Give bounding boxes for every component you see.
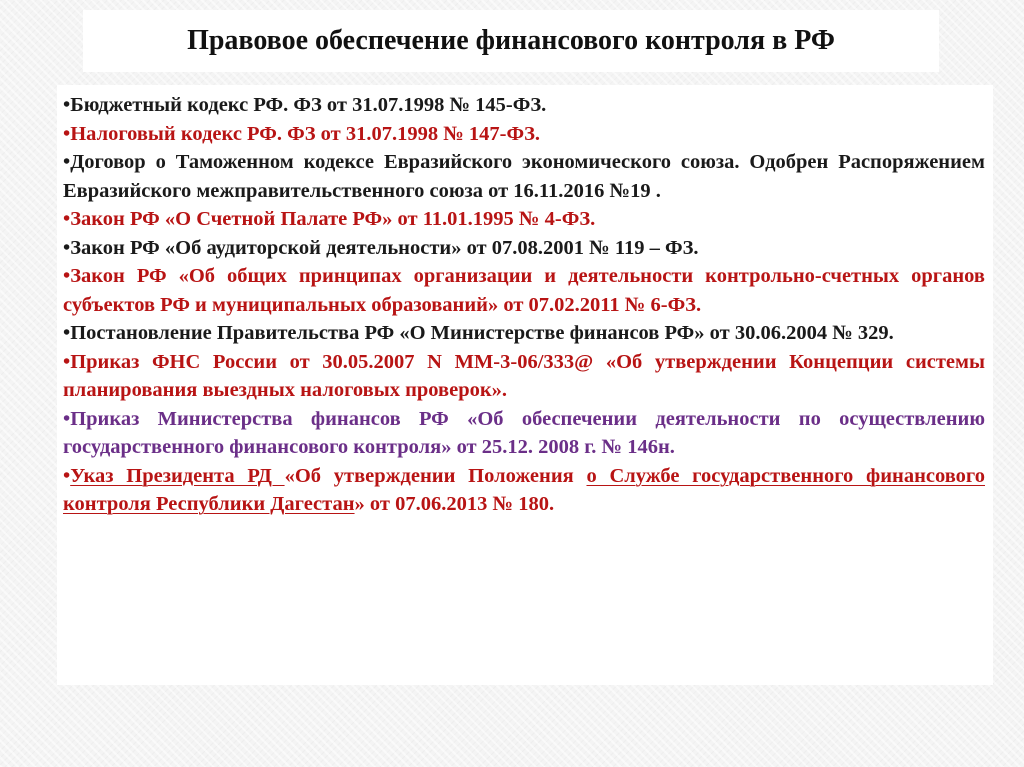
bullet-icon: • [63, 236, 71, 259]
list-item [63, 348, 985, 405]
list-item-text: Налоговый кодекс РФ. ФЗ от 31.07.1998 № 147-ФЗ. [70, 122, 541, 145]
decree-text: «Об утверждении Положения [284, 464, 587, 487]
decree-link[interactable]: Указ Президента РД [70, 464, 285, 487]
decree-date-text: » от 07.06.2013 № 180. [354, 493, 555, 515]
list-item [63, 148, 985, 205]
bullet-icon: • [63, 94, 71, 116]
list-item-decree [63, 462, 985, 519]
list-item [63, 205, 985, 234]
list-item [63, 405, 985, 462]
list-item-text: Закон РФ «Об аудиторской деятельности» от 07.08.2001 № 119 – ФЗ. [70, 236, 699, 259]
bullet-icon: • [63, 464, 71, 487]
list-item [63, 120, 985, 149]
list-item-text: Закон РФ «Об общих принципах организации и деятельности контрольно-счетных органов субъектов РФ и муниципальных образований» от 07.02.2011 № 6-ФЗ. [63, 265, 985, 316]
regulation-link[interactable]: о Службе государственного финансового контроля Республики Дагестан [63, 464, 985, 515]
list-item-text: Бюджетный кодекс РФ. ФЗ от 31.07.1998 № 145-ФЗ. [70, 94, 547, 116]
bullet-icon: • [63, 407, 71, 430]
bullet-icon: • [63, 122, 71, 145]
bullet-icon: • [63, 322, 71, 344]
bullet-icon: • [63, 151, 71, 173]
bullet-icon: • [63, 265, 71, 287]
list-item-text: Приказ ФНС России от 30.05.2007 N ММ-3-06/333@ «Об утверждении Концепции системы планирования выездных налоговых проверок». [63, 350, 985, 401]
bullet-icon: • [63, 350, 71, 373]
content-panel [57, 85, 993, 685]
list-item-text: Приказ Министерства финансов РФ «Об обеспечении деятельности по осуществлению государственного финансового контроля» от 25.12. 2008 г. № 146н. [63, 407, 985, 458]
list-item [63, 91, 985, 120]
list-item [63, 262, 985, 319]
title-banner [83, 10, 939, 72]
list-item-text: Договор о Таможенном кодексе Евразийского экономического союза. Одобрен Распоряжением Евразийского межправительственного союза от 16.11.2016 №19 . [63, 151, 985, 202]
bullet-icon: • [63, 208, 71, 230]
list-item [63, 319, 985, 348]
list-item-text: Закон РФ «О Счетной Палате РФ» от 11.01.1995 № 4-ФЗ. [70, 208, 596, 230]
list-item [63, 234, 985, 263]
slide-title: Правовое обеспечение финансового контроля в РФ [187, 25, 835, 56]
legal-acts-list [63, 91, 985, 519]
list-item-text: Постановление Правительства РФ «О Министерстве финансов РФ» от 30.06.2004 № 329. [70, 322, 894, 344]
